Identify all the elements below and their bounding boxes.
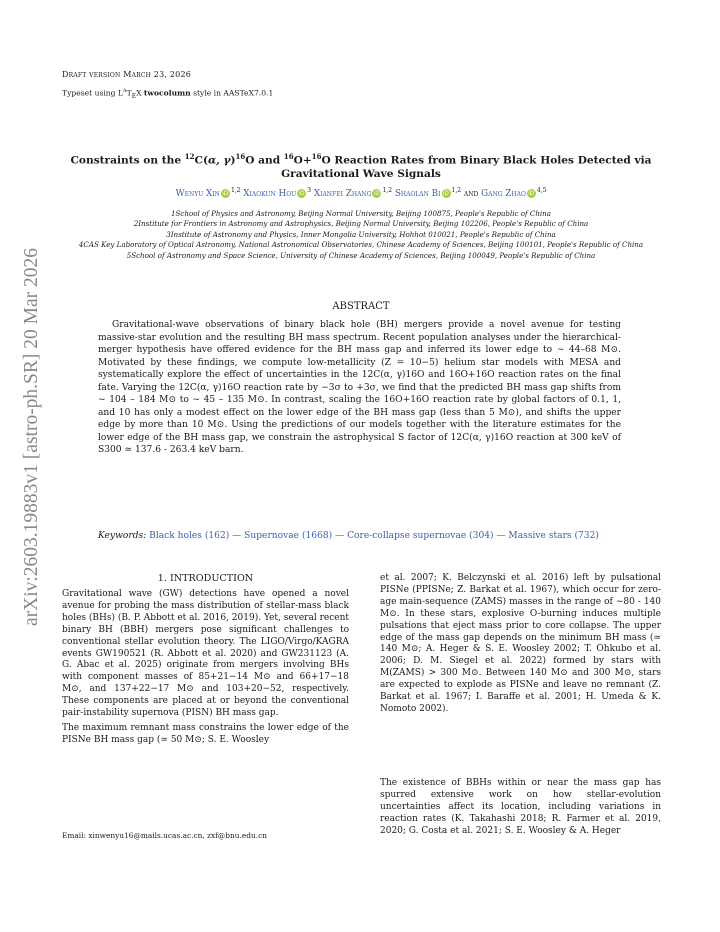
abstract-heading: ABSTRACT — [332, 301, 390, 312]
draft-version: Draft version March 23, 2026 — [62, 70, 192, 79]
keywords: Keywords: Black holes (162) — Supernovae (1668) — Core-collapse supernovae (304) — Massive stars (732) — [98, 531, 599, 541]
paper-title: Constraints on the $^{12}$C(α, γ)$^{16}$O and $^{16}$O+$^{16}$O Reaction Rates from Binary Black Holes Detected via Gravitational Wave Signals — [70, 152, 652, 180]
orcid-icon[interactable]: iD — [374, 189, 380, 197]
abstract-text: Gravitational-wave observations of binary black hole (BH) mergers provide a novel avenue for testing massive-star evolution and the resulting BH mass spectrum. Recent population analyses under the hierarchical-merger hypothesis have offered evidence for the BH mass gap and inferred its lower edge to ∼ 44–68 M⊙. Motivated by these findings, we compute low-metallicity (Z = 10−5) helium star models with MESA and systematically explore the effect of uncertainties in the 12C(α, γ)16O and 16O+16O reaction rates on the final fate. Varying the 12C(α, γ)16O reaction rate by −3σ to +3σ, we find that the predicted BH mass gap shifts from ∼ 104 – 184 M⊙ to ∼ 45 – 135 M⊙. In contrast, scaling the 16O+16O reaction rate by global factors of 0.1, 1, and 10 has only a modest effect on the lower edge of the BH mass gap (less than 5 M⊙), and shifts the upper edge by more than 10 M⊙. Using the predictions of our models together with the literature estimates for the lower edge of the BH mass gap, we constrain the astrophysical S factor of 12C(α, γ)16O reaction at 300 keV of S300 ≃ 137.6 - 263.4 keV barn. — [98, 320, 621, 455]
keyword-links[interactable]: Black holes (162) — Supernovae (1668) — Core-collapse supernovae (304) — Massive stars (732) — [149, 531, 599, 541]
author-link[interactable]: Shaolan Bi — [394, 188, 441, 199]
orcid-icon[interactable]: iD — [443, 189, 449, 197]
column2-paragraph-2: The existence of BBHs within or near the mass gap has spurred extensive work on how stellar-evolution uncertainties affect its location, including variations in reaction rates (K. Takahashi 2018; R. Farmer et al. 2019, 2020; G. Costa et al. 2021; S. E. Woosley & A. Heger — [380, 778, 661, 836]
section-heading-introduction: 1. INTRODUCTION — [157, 573, 254, 584]
affiliation-3: 3Institute of Astronomy and Physics, Inner Mongolia University, Hohhot 010021, People's Republic of China — [166, 229, 556, 239]
author-link[interactable]: Gang Zhao — [481, 188, 526, 199]
author-link[interactable]: Xiaokun Hou — [243, 188, 297, 199]
intro-paragraph-1: Gravitational wave (GW) detections have opened a novel avenue for probing the mass distribution of stellar-mass black holes (BHs) (B. P. Abbott et al. 2016, 2019). Yet, several recent binary BH (BBH) mergers pose significant challenges to conventional stellar evolution theory. The LIGO/Virgo/KAGRA events GW190521 (R. Abbott et al. 2020) and GW231123 (A. G. Abac et al. 2025) originate from mergers involving BHs with component masses of 85+21−14 M⊙ and 66+17−18 M⊙, and 137+22−17 M⊙ and 103+20−52, respectively. These components are placed at or beyond the conventional pair-instability supernova (PISN) BH mass gap. — [62, 589, 349, 719]
corresponding-email: Email: xinwenyu16@mails.ucas.ac.cn, zxf@bnu.edu.cn — [62, 831, 267, 840]
orcid-icon[interactable]: iD — [298, 189, 305, 197]
orcid-icon[interactable]: iD — [222, 189, 229, 197]
affiliation-5: 5School of Astronomy and Space Science, University of Chinese Academy of Sciences, Beijing 100049, People's Republic of China — [126, 250, 596, 260]
affiliations — [62, 209, 660, 261]
column2-paragraph-1: et al. 2007; K. Belczynski et al. 2016) left by pulsational PISNe (PPISNe; Z. Barkat et al. 1967), which occur for zero-age main-sequence (ZAMS) masses in the range of ∼80 - 140 M⊙. In these stars, explosive O-burning induces multiple pulsations that eject mass prior to core collapse. The upper edge of the mass gap depends on the minimum BH mass (≃ 140 M⊙; A. Heger & S. E. Woosley 2002; T. Ohkubo et al. 2006; D. M. Siegel et al. 2022) formed by stars with M(ZAMS) > 300 M⊙. Between 140 M⊙ and 300 M⊙, stars are expected to explode as PISNe and leave no remnant (Z. Barkat et al. 1967; I. Baraffe et al. 2001; H. Umeda & K. Nomoto 2002). — [380, 573, 661, 714]
author-list: Wenyu Xin iD $^{1,2}$ Xiaokun Hou iD $^3$ Xianfei Zhang iD $^{1,2}$ Shaolan Bi iD $^{1,2}$ and Gang Zhao iD $^{4,5}$ — [175, 187, 547, 199]
author-link[interactable]: Xianfei Zhang — [313, 188, 372, 199]
author-link[interactable]: Wenyu Xin — [175, 188, 220, 199]
affiliation-1: 1School of Physics and Astronomy, Beijing Normal University, Beijing 100875, People's Republic of China — [171, 209, 551, 218]
arxiv-stamp: arXiv:2603.19883v1 [astro-ph.SR] 20 Mar 2026 — [21, 247, 42, 627]
intro-paragraph-2: The maximum remnant mass constrains the lower edge of the PISNe BH mass gap (≃ 50 M⊙; S. E. Woosley — [62, 723, 349, 745]
orcid-icon[interactable]: iD — [528, 189, 535, 197]
affiliation-4: 4CAS Key Laboratory of Optical Astronomy, National Astronomical Observatories, Chinese Academy of Sciences, Beijing 100101, People's Republic of China — [78, 240, 644, 250]
affiliation-2: 2Institute for Frontiers in Astronomy and Astrophysics, Beijing Normal University, Beijing 102206, People's Republic of China — [133, 219, 589, 229]
typeset-note: Typeset using $L^AT_EX$ twocolumn style in AASTeX7.0.1 — [62, 88, 274, 101]
